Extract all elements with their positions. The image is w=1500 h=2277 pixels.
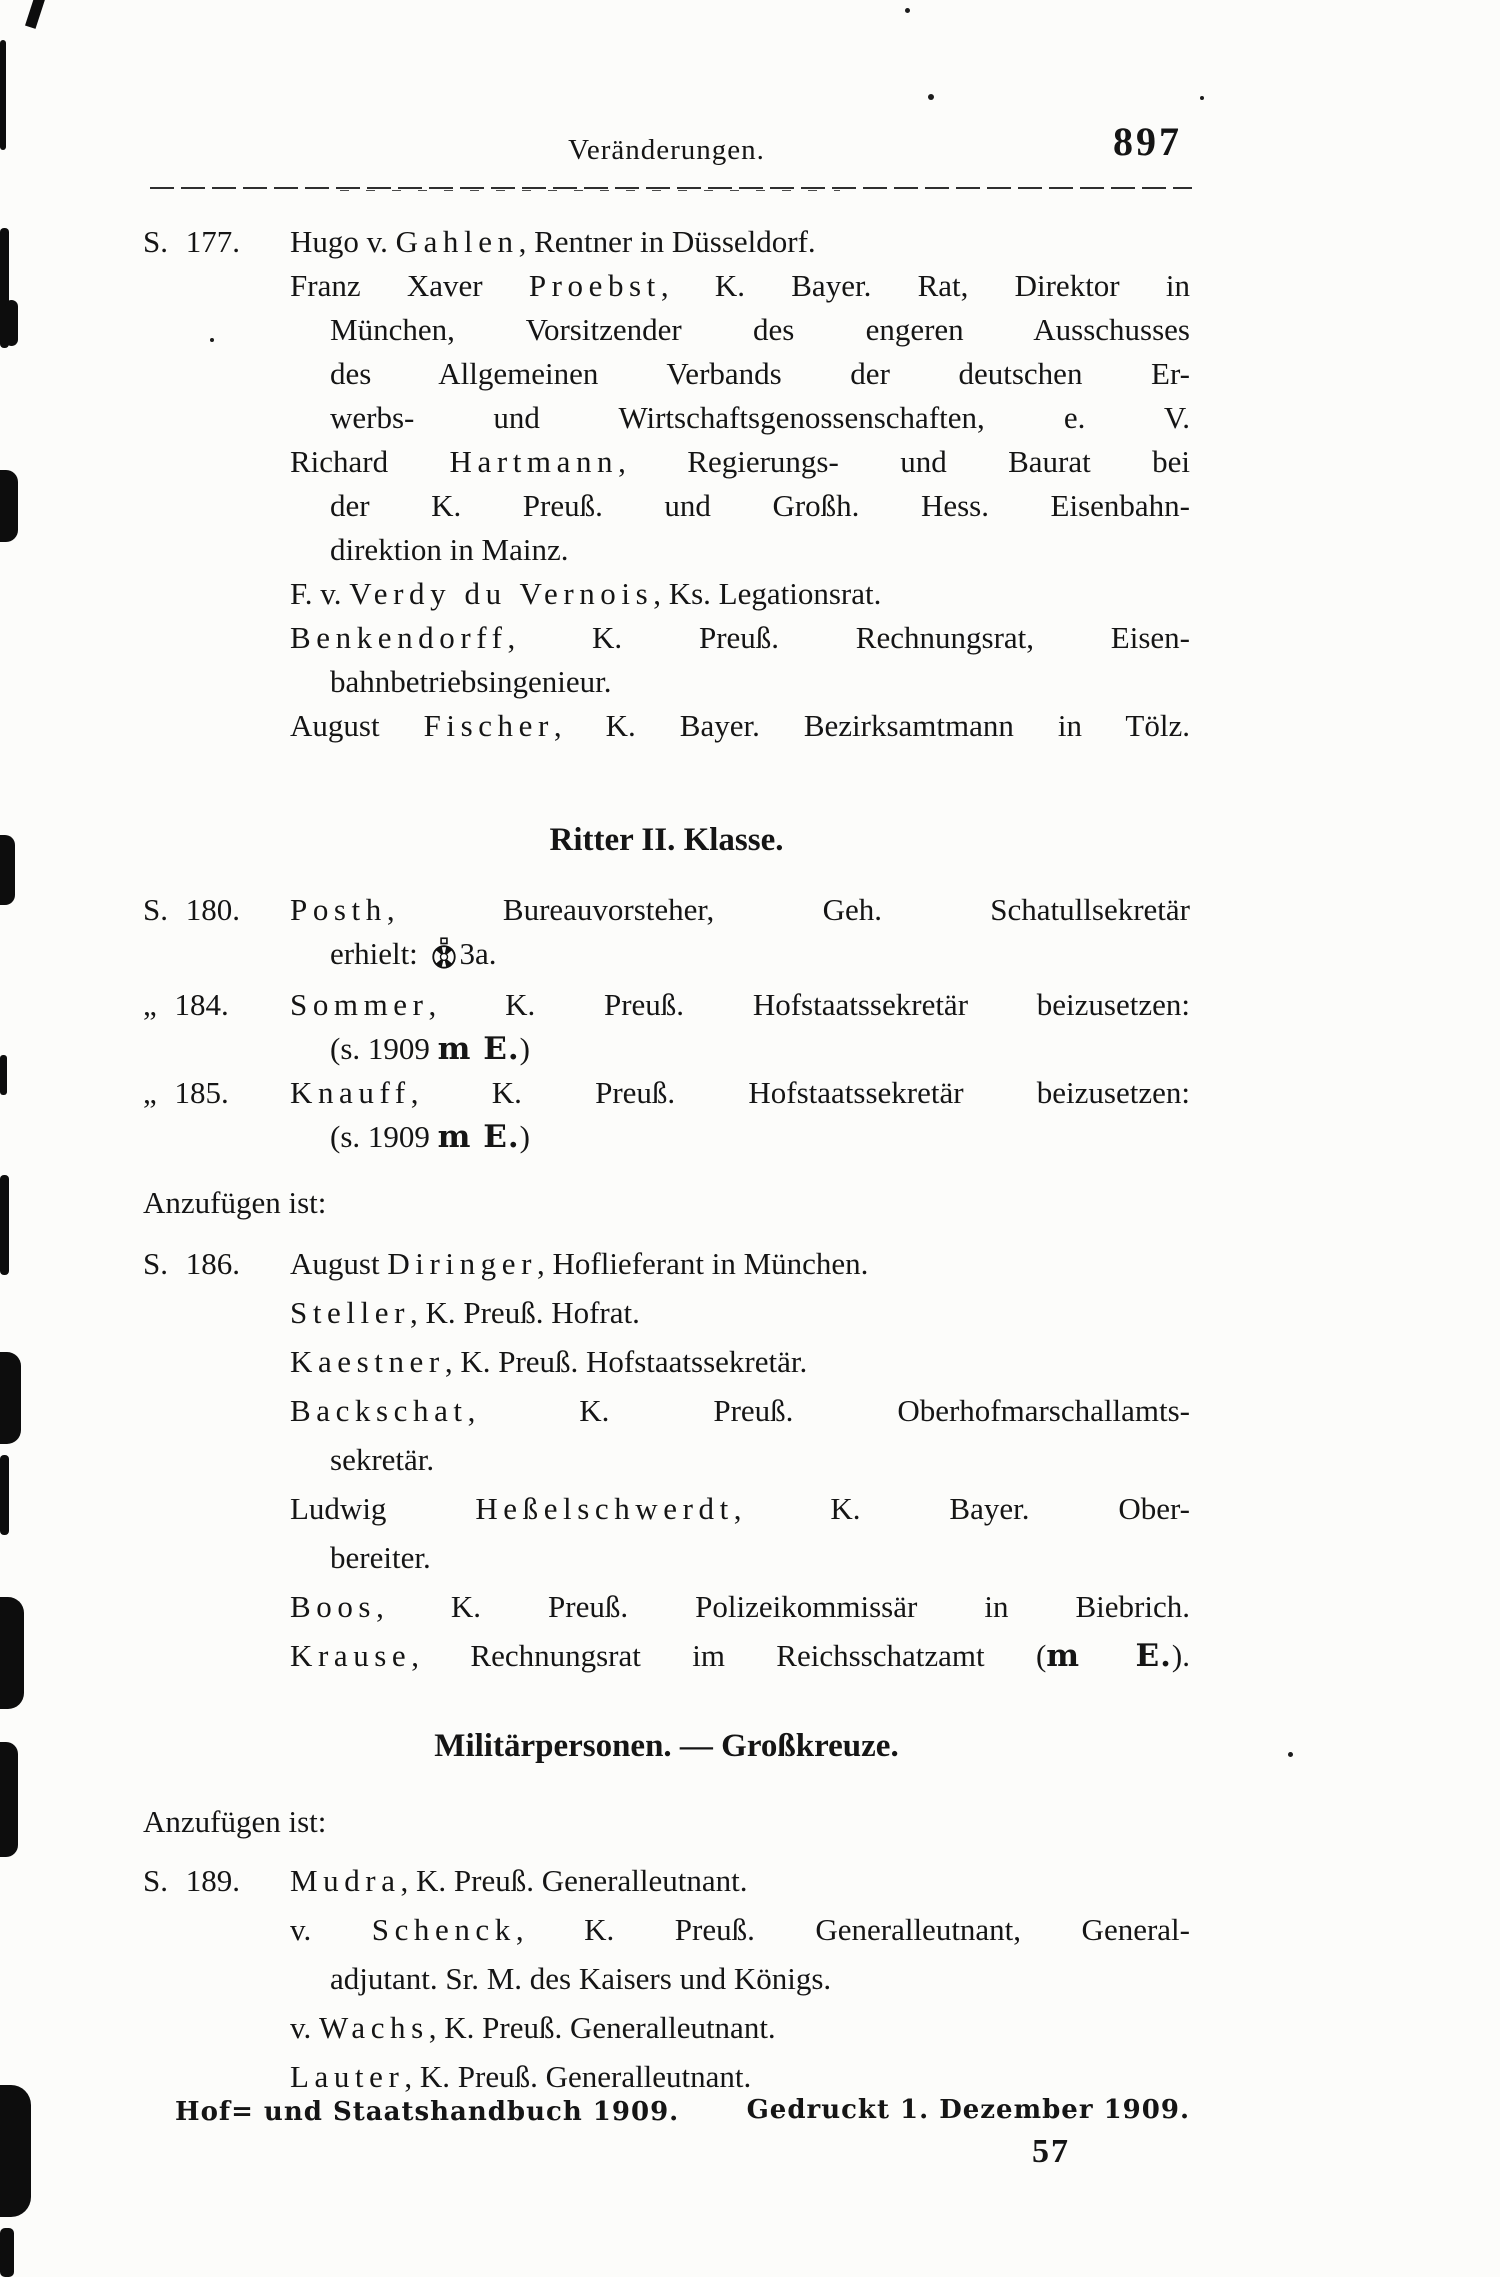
entry-line <box>330 308 1190 352</box>
section-heading: Militärpersonen. — Großkreuze. <box>434 1728 899 1764</box>
scan-speck <box>1200 96 1204 100</box>
text-segment: 3a. <box>459 936 497 971</box>
entry <box>143 1071 1190 1159</box>
text-segment: Hugo v. <box>290 224 396 259</box>
entry <box>143 888 1190 983</box>
person-name: Fischer <box>423 708 554 743</box>
entry-line <box>290 2003 1190 2052</box>
signature-number: 57 <box>1032 2133 1070 2170</box>
text-segment: , K. Preuß. Hofstaatssekretär beizusetzen: <box>410 1075 1190 1110</box>
entry-line <box>330 1115 1190 1159</box>
text-segment: Ludwig <box>290 1491 476 1526</box>
entry-line <box>290 1337 1190 1386</box>
page-body <box>143 220 1190 2101</box>
text-segment: Richard <box>290 444 450 479</box>
entry-page-label: S. 180. <box>143 892 240 927</box>
text-segment: August <box>290 708 424 743</box>
text-segment: sekretär. <box>330 1442 435 1477</box>
entry-line <box>330 352 1190 396</box>
text-segment: , K. Preuß. Polizeikommissär in Biebrich. <box>376 1589 1190 1624</box>
text-segment: bahnbetriebsingenieur. <box>330 664 612 699</box>
footer-imprint-left: Hof= und Staatshandbuch 1909. <box>175 2097 680 2127</box>
text-segment: , K. Bayer. Ober- <box>733 1491 1191 1526</box>
text-segment: F. v. <box>290 576 350 611</box>
entry-line <box>290 1239 1190 1288</box>
text-segment: bereiter. <box>330 1540 431 1575</box>
text-segment: , K. Preuß. Hofrat. <box>409 1295 640 1330</box>
fraktur-abbreviation: m E. <box>1046 1638 1172 1674</box>
entry-line <box>330 660 1190 704</box>
person-name: Knauff <box>290 1075 411 1110</box>
scan-artifact <box>0 2085 31 2217</box>
person-name: Boos <box>290 1589 377 1624</box>
person-name: Posth <box>290 892 387 927</box>
entry-line <box>290 1071 1190 1115</box>
entry-line <box>330 1027 1190 1071</box>
entry <box>143 1856 1190 2101</box>
person-name: Schenck <box>371 1912 516 1947</box>
scan-artifact <box>25 0 46 29</box>
scan-artifact <box>0 40 6 150</box>
text-segment: , Rechnungsrat im Reichsschatzamt ( <box>411 1638 1047 1673</box>
running-head-title: Veränderungen. <box>568 134 765 166</box>
scan-artifact <box>0 835 15 905</box>
scan-artifact <box>5 300 18 346</box>
entry-lines <box>290 1856 1190 2101</box>
entry-line <box>290 704 1190 748</box>
entry-page-label: „ 184. <box>143 987 229 1022</box>
entry-lines <box>290 983 1190 1071</box>
scan-artifact <box>0 1742 18 1857</box>
text-segment: , K. Preuß. Generalleutnant. <box>404 2059 752 2094</box>
text-segment: , K. Preuß. Hofstaatssekretär. <box>444 1344 808 1379</box>
text-segment: , K. Preuß. Generalleutnant. <box>400 1863 748 1898</box>
scan-artifact <box>0 1352 21 1444</box>
entry-line <box>290 220 1190 264</box>
entry-line <box>290 440 1190 484</box>
person-name: Benkendorff <box>290 620 508 655</box>
text-segment: ) <box>519 1119 530 1154</box>
text-segment: August <box>290 1246 388 1281</box>
intro-line: Anzufügen ist: <box>143 1185 327 1220</box>
person-name: Diringer <box>387 1246 537 1281</box>
fraktur-abbreviation: m E. <box>437 1031 520 1067</box>
entry-line <box>290 572 1190 616</box>
scan-speck <box>928 94 934 100</box>
entry-line <box>330 932 1190 983</box>
text-segment: (s. 1909 <box>330 1119 438 1154</box>
text-segment: München, Vorsitzender des engeren Ausschusses <box>330 312 1190 347</box>
text-segment: adjutant. Sr. M. des Kaisers und Königs. <box>330 1961 832 1996</box>
entry-line <box>290 1905 1190 1954</box>
order-decoration-icon <box>430 937 458 983</box>
entry-lines <box>290 220 1190 748</box>
text-segment: , Ks. Legationsrat. <box>653 576 882 611</box>
entry-line <box>330 1435 1190 1484</box>
scan-speck <box>905 8 910 13</box>
scan-artifact <box>0 470 18 542</box>
text-segment: , K. Preuß. Generalleutnant, General- <box>515 1912 1190 1947</box>
scan-artifact <box>0 1455 9 1535</box>
entry-line <box>290 1484 1190 1533</box>
person-name: Kaestner <box>290 1344 445 1379</box>
entry-line <box>330 528 1190 572</box>
person-name: Sommer <box>290 987 429 1022</box>
text-segment: v. <box>290 2010 319 2045</box>
person-name: Gahlen <box>395 224 519 259</box>
person-name: Mudra <box>290 1863 401 1898</box>
entry-line <box>330 484 1190 528</box>
entry <box>143 1239 1190 1681</box>
footer-imprint-right: Gedruckt 1. Dezember 1909. <box>746 2095 1190 2125</box>
entry <box>143 983 1190 1071</box>
person-name: Hartmann <box>449 444 619 479</box>
entry-line <box>290 1582 1190 1631</box>
entry-line <box>290 983 1190 1027</box>
scan-artifact <box>0 1175 9 1275</box>
person-name: Heßelschwerdt <box>475 1491 734 1526</box>
text-segment: , K. Bayer. Rat, Direktor in <box>660 268 1190 303</box>
scan-speck <box>1288 1752 1293 1757</box>
text-segment: des Allgemeinen Verbands der deutschen Er- <box>330 356 1190 391</box>
text-segment: ) <box>519 1031 530 1066</box>
entry-line <box>290 1856 1190 1905</box>
text-segment: Franz Xaver <box>290 268 529 303</box>
scan-artifact <box>0 2228 14 2277</box>
person-name: Backschat <box>290 1393 468 1428</box>
person-name: Proebst <box>528 268 661 303</box>
person-name: Steller <box>290 1295 410 1330</box>
entry-page-label: S. 177. <box>143 224 240 259</box>
person-name: Wachs <box>319 2010 429 2045</box>
entry <box>143 220 1190 748</box>
entry-line <box>290 1386 1190 1435</box>
text-segment: , K. Preuß. Oberhofmarschallamts- <box>467 1393 1190 1428</box>
person-name: Krause <box>290 1638 412 1673</box>
text-segment: , K. Preuß. Rechnungsrat, Eisen- <box>507 620 1190 655</box>
scan-artifact <box>0 1055 7 1095</box>
text-segment: erhielt: <box>330 936 426 971</box>
intro-line: Anzufügen ist: <box>143 1804 327 1839</box>
entry-line <box>290 1288 1190 1337</box>
entry-line <box>290 616 1190 660</box>
text-segment: , Hoflieferant in München. <box>537 1246 869 1281</box>
entry-line <box>290 2052 1190 2101</box>
text-segment: der K. Preuß. und Großh. Hess. Eisenbahn- <box>330 488 1190 523</box>
text-segment: , K. Preuß. Generalleutnant. <box>428 2010 776 2045</box>
text-segment: v. <box>290 1912 372 1947</box>
scan-artifact <box>0 1597 24 1709</box>
text-segment: (s. 1909 <box>330 1031 438 1066</box>
entry-line <box>330 396 1190 440</box>
text-segment: , Rentner in Düsseldorf. <box>518 224 816 259</box>
scan-speck <box>210 338 214 342</box>
text-segment: , K. Bayer. Bezirksamtmann in Tölz. <box>553 708 1190 743</box>
person-name: Verdy du Vernois <box>349 576 654 611</box>
entry-line <box>290 1631 1190 1681</box>
header-rule <box>150 187 1192 189</box>
entry-lines <box>290 1239 1190 1681</box>
entry-page-label: S. 186. <box>143 1246 240 1281</box>
text-segment: werbs- und Wirtschaftsgenossenschaften, e. V. <box>330 400 1190 435</box>
person-name: Lauter <box>290 2059 405 2094</box>
entry-lines <box>290 1071 1190 1159</box>
text-segment: , Regierungs- und Baurat bei <box>618 444 1190 479</box>
entry-line <box>330 1954 1190 2003</box>
page-number: 897 <box>1113 119 1182 164</box>
entry-line <box>290 888 1190 932</box>
section-heading: Ritter II. Klasse. <box>549 822 784 858</box>
entry-lines <box>290 888 1190 983</box>
entry-line <box>290 264 1190 308</box>
fraktur-abbreviation: m E. <box>437 1119 520 1155</box>
text-segment: , K. Preuß. Hofstaatssekretär beizusetzen: <box>428 987 1190 1022</box>
text-segment: ). <box>1171 1638 1190 1673</box>
text-segment: , Bureauvorsteher, Geh. Schatullsekretär <box>386 892 1190 927</box>
entry-page-label: „ 185. <box>143 1075 229 1110</box>
header-rule-fragment <box>340 190 840 191</box>
entry-line <box>330 1533 1190 1582</box>
entry-page-label: S. 189. <box>143 1863 240 1898</box>
text-segment: direktion in Mainz. <box>330 532 569 567</box>
